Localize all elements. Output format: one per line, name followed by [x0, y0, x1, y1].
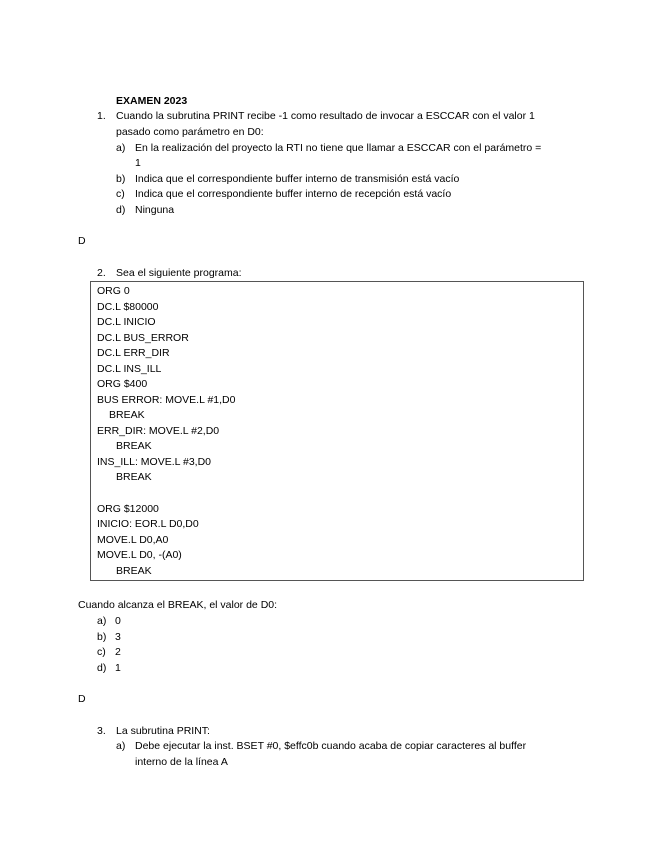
- code-line: BREAK: [116, 565, 152, 577]
- option-text: Ninguna: [135, 204, 175, 216]
- code-line: DC.L ERR_DIR: [97, 347, 170, 359]
- option-letter: a): [116, 142, 126, 154]
- option-text: interno de la línea A: [135, 756, 228, 768]
- option-text: En la realización del proyecto la RTI no tiene que llamar a ESCCAR con el parámetro =: [135, 142, 542, 154]
- answer: D: [78, 235, 86, 247]
- option-letter: c): [97, 646, 106, 658]
- code-block: [90, 281, 584, 581]
- code-line: MOVE.L D0, -(A0): [97, 549, 182, 561]
- code-line: DC.L INICIO: [97, 316, 156, 328]
- code-line: DC.L INS_ILL: [97, 363, 162, 375]
- option-letter: b): [97, 631, 107, 643]
- question-number: 1.: [97, 110, 106, 122]
- option-letter: d): [116, 204, 126, 216]
- code-line: BUS ERROR: MOVE.L #1,D0: [97, 394, 236, 406]
- option-text: Indica que el correspondiente buffer interno de transmisión está vacío: [135, 173, 460, 185]
- option-letter: b): [116, 173, 126, 185]
- option-text: 3: [115, 631, 121, 643]
- question-text: pasado como parámetro en D0:: [116, 126, 264, 138]
- option-letter: c): [116, 188, 125, 200]
- code-line: ORG $12000: [97, 503, 159, 515]
- option-text: 1: [135, 157, 141, 169]
- code-line: DC.L $80000: [97, 301, 159, 313]
- option-text: Debe ejecutar la inst. BSET #0, $effc0b cuando acaba de copiar caracteres al buffer: [135, 740, 527, 752]
- option-text: 1: [115, 662, 121, 674]
- code-line: BREAK: [109, 409, 145, 421]
- question-text: Cuando la subrutina PRINT recibe -1 como resultado de invocar a ESCCAR con el valor 1: [116, 110, 535, 122]
- code-line: INICIO: EOR.L D0,D0: [97, 518, 199, 530]
- question-text: Cuando alcanza el BREAK, el valor de D0:: [78, 599, 278, 611]
- code-line: ORG 0: [97, 285, 130, 297]
- option-text: 0: [115, 615, 121, 627]
- code-line: ORG $400: [97, 378, 148, 390]
- code-line: BREAK: [116, 440, 152, 452]
- question-text: La subrutina PRINT:: [116, 725, 210, 737]
- option-letter: a): [116, 740, 126, 752]
- question-number: 2.: [97, 267, 106, 279]
- code-line: INS_ILL: MOVE.L #3,D0: [97, 456, 211, 468]
- question-text: Sea el siguiente programa:: [116, 267, 242, 279]
- code-line: BREAK: [116, 471, 152, 483]
- option-text: Indica que el correspondiente buffer interno de recepción está vacío: [135, 188, 452, 200]
- question-number: 3.: [97, 725, 106, 737]
- exam-title: EXAMEN 2023: [116, 95, 188, 107]
- answer: D: [78, 693, 86, 705]
- option-letter: a): [97, 615, 107, 627]
- option-letter: d): [97, 662, 107, 674]
- code-line: DC.L BUS_ERROR: [97, 332, 189, 344]
- option-text: 2: [115, 646, 121, 658]
- code-line: ERR_DIR: MOVE.L #2,D0: [97, 425, 220, 437]
- code-line: MOVE.L D0,A0: [97, 534, 169, 546]
